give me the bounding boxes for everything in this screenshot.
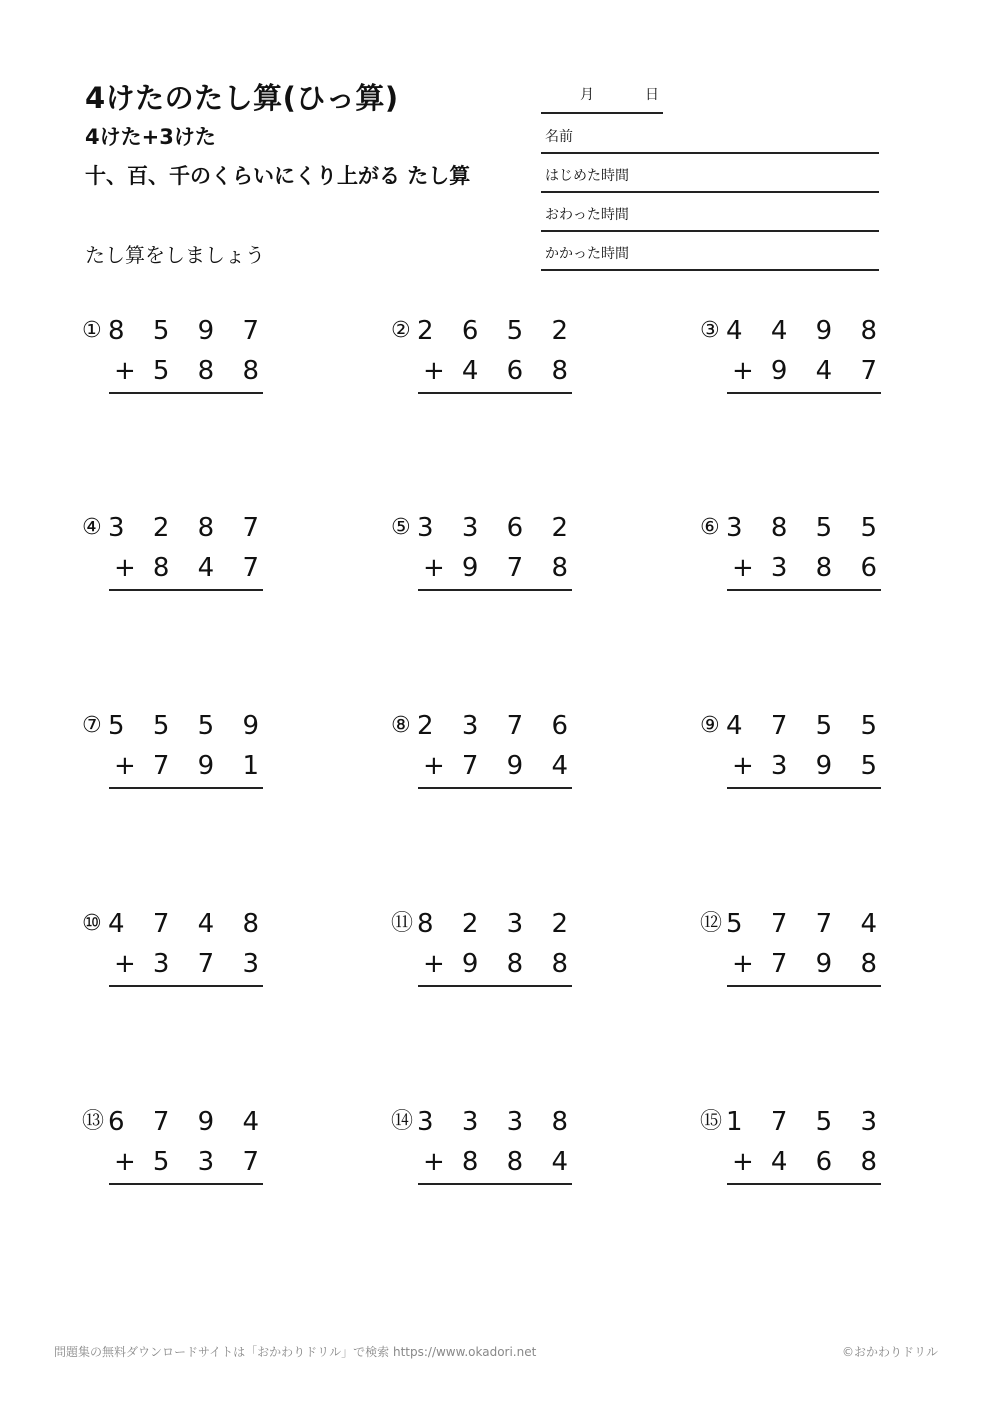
answer-rule — [109, 589, 263, 591]
answer-rule — [109, 1183, 263, 1185]
addend-bottom: 4 6 8 — [461, 356, 578, 386]
date-field — [541, 80, 663, 114]
footer-site-note: 問題集の無料ダウンロードサイトは「おかわりドリル」で検索 https://www.okadori.net — [54, 1345, 537, 1359]
addend-bottom: 7 9 1 — [152, 751, 269, 781]
problem-number: ④ — [82, 515, 102, 540]
addend-top: 1 7 5 3 — [726, 1107, 887, 1137]
plus-sign: + — [732, 949, 754, 979]
answer-rule — [418, 1183, 572, 1185]
addition-problem — [82, 316, 269, 406]
addition-problem — [82, 1107, 269, 1197]
instruction-text: たし算をしましょう — [85, 243, 265, 267]
problem-number: ⑬ — [82, 1109, 105, 1134]
addend-bottom: 5 3 7 — [152, 1147, 269, 1177]
plus-sign: + — [732, 356, 754, 386]
addition-problem — [82, 513, 269, 603]
addition-problem — [82, 909, 269, 999]
plus-sign: + — [732, 751, 754, 781]
day-label: 日 — [645, 87, 659, 103]
addend-bottom: 9 4 7 — [770, 356, 887, 386]
addition-problem — [391, 711, 578, 801]
addend-top: 4 7 5 5 — [726, 711, 887, 741]
problem-number: ⑧ — [391, 713, 411, 738]
addend-top: 3 3 6 2 — [417, 513, 578, 543]
answer-rule — [727, 392, 881, 394]
addend-bottom: 9 7 8 — [461, 553, 578, 583]
end-time-label: おわった時間 — [545, 207, 629, 223]
problem-number: ③ — [700, 318, 720, 343]
addend-bottom: 8 4 7 — [152, 553, 269, 583]
problem-number: ② — [391, 318, 411, 343]
answer-rule — [727, 787, 881, 789]
answer-rule — [727, 589, 881, 591]
addend-bottom: 4 6 8 — [770, 1147, 887, 1177]
name-label: 名前 — [545, 129, 573, 145]
month-label: 月 — [580, 87, 594, 103]
addend-bottom: 3 9 5 — [770, 751, 887, 781]
addend-top: 4 7 4 8 — [108, 909, 269, 939]
addend-bottom: 9 8 8 — [461, 949, 578, 979]
plus-sign: + — [114, 949, 136, 979]
duration-label: かかった時間 — [545, 246, 629, 262]
addition-problem — [391, 316, 578, 406]
addend-bottom: 8 8 4 — [461, 1147, 578, 1177]
addition-problem — [82, 711, 269, 801]
addend-bottom: 3 7 3 — [152, 949, 269, 979]
addend-bottom: 5 8 8 — [152, 356, 269, 386]
plus-sign: + — [423, 553, 445, 583]
footer-copyright: ©おかわりドリル — [841, 1345, 938, 1359]
addend-top: 2 6 5 2 — [417, 316, 578, 346]
addition-problem — [700, 316, 887, 406]
problem-number: ⑤ — [391, 515, 411, 540]
problem-number: ⑭ — [391, 1109, 414, 1134]
addend-top: 5 5 5 9 — [108, 711, 269, 741]
addend-top: 3 8 5 5 — [726, 513, 887, 543]
plus-sign: + — [732, 553, 754, 583]
problem-number: ⑮ — [700, 1109, 723, 1134]
addition-problem — [700, 711, 887, 801]
addend-bottom: 7 9 8 — [770, 949, 887, 979]
problem-number: ⑨ — [700, 713, 720, 738]
addend-top: 2 3 7 6 — [417, 711, 578, 741]
addition-problem — [391, 909, 578, 999]
problem-number: ① — [82, 318, 102, 343]
end-time-field — [541, 192, 879, 232]
problem-number: ⑦ — [82, 713, 102, 738]
answer-rule — [109, 985, 263, 987]
addend-top: 8 5 9 7 — [108, 316, 269, 346]
addition-problem — [391, 513, 578, 603]
plus-sign: + — [423, 1147, 445, 1177]
plus-sign: + — [423, 751, 445, 781]
addition-problem — [700, 909, 887, 999]
addend-bottom: 3 8 6 — [770, 553, 887, 583]
name-field — [541, 114, 879, 154]
addend-top: 8 2 3 2 — [417, 909, 578, 939]
start-time-label: はじめた時間 — [545, 168, 629, 184]
answer-rule — [418, 985, 572, 987]
answer-rule — [109, 392, 263, 394]
problem-number: ⑪ — [391, 911, 414, 936]
page-subtitle: 4けた+3けた — [85, 125, 216, 149]
answer-rule — [418, 787, 572, 789]
page-subtitle-carry: 十、百、千のくらいにくり上がる たし算 — [85, 164, 471, 188]
addition-problem — [391, 1107, 578, 1197]
answer-rule — [727, 985, 881, 987]
start-time-field — [541, 153, 879, 193]
addend-top: 4 4 9 8 — [726, 316, 887, 346]
problem-number: ⑫ — [700, 911, 723, 936]
plus-sign: + — [732, 1147, 754, 1177]
addition-problem — [700, 513, 887, 603]
addend-bottom: 7 9 4 — [461, 751, 578, 781]
answer-rule — [418, 589, 572, 591]
problem-number: ⑥ — [700, 515, 720, 540]
addend-top: 3 2 8 7 — [108, 513, 269, 543]
duration-field — [541, 231, 879, 271]
answer-rule — [727, 1183, 881, 1185]
plus-sign: + — [114, 356, 136, 386]
addition-problem — [700, 1107, 887, 1197]
addend-top: 5 7 7 4 — [726, 909, 887, 939]
answer-rule — [418, 392, 572, 394]
problem-number: ⑩ — [82, 911, 102, 936]
plus-sign: + — [114, 1147, 136, 1177]
addend-top: 6 7 9 4 — [108, 1107, 269, 1137]
plus-sign: + — [423, 356, 445, 386]
plus-sign: + — [423, 949, 445, 979]
answer-rule — [109, 787, 263, 789]
page-title: 4けたのたし算(ひっ算) — [85, 81, 399, 115]
plus-sign: + — [114, 553, 136, 583]
plus-sign: + — [114, 751, 136, 781]
addend-top: 3 3 3 8 — [417, 1107, 578, 1137]
